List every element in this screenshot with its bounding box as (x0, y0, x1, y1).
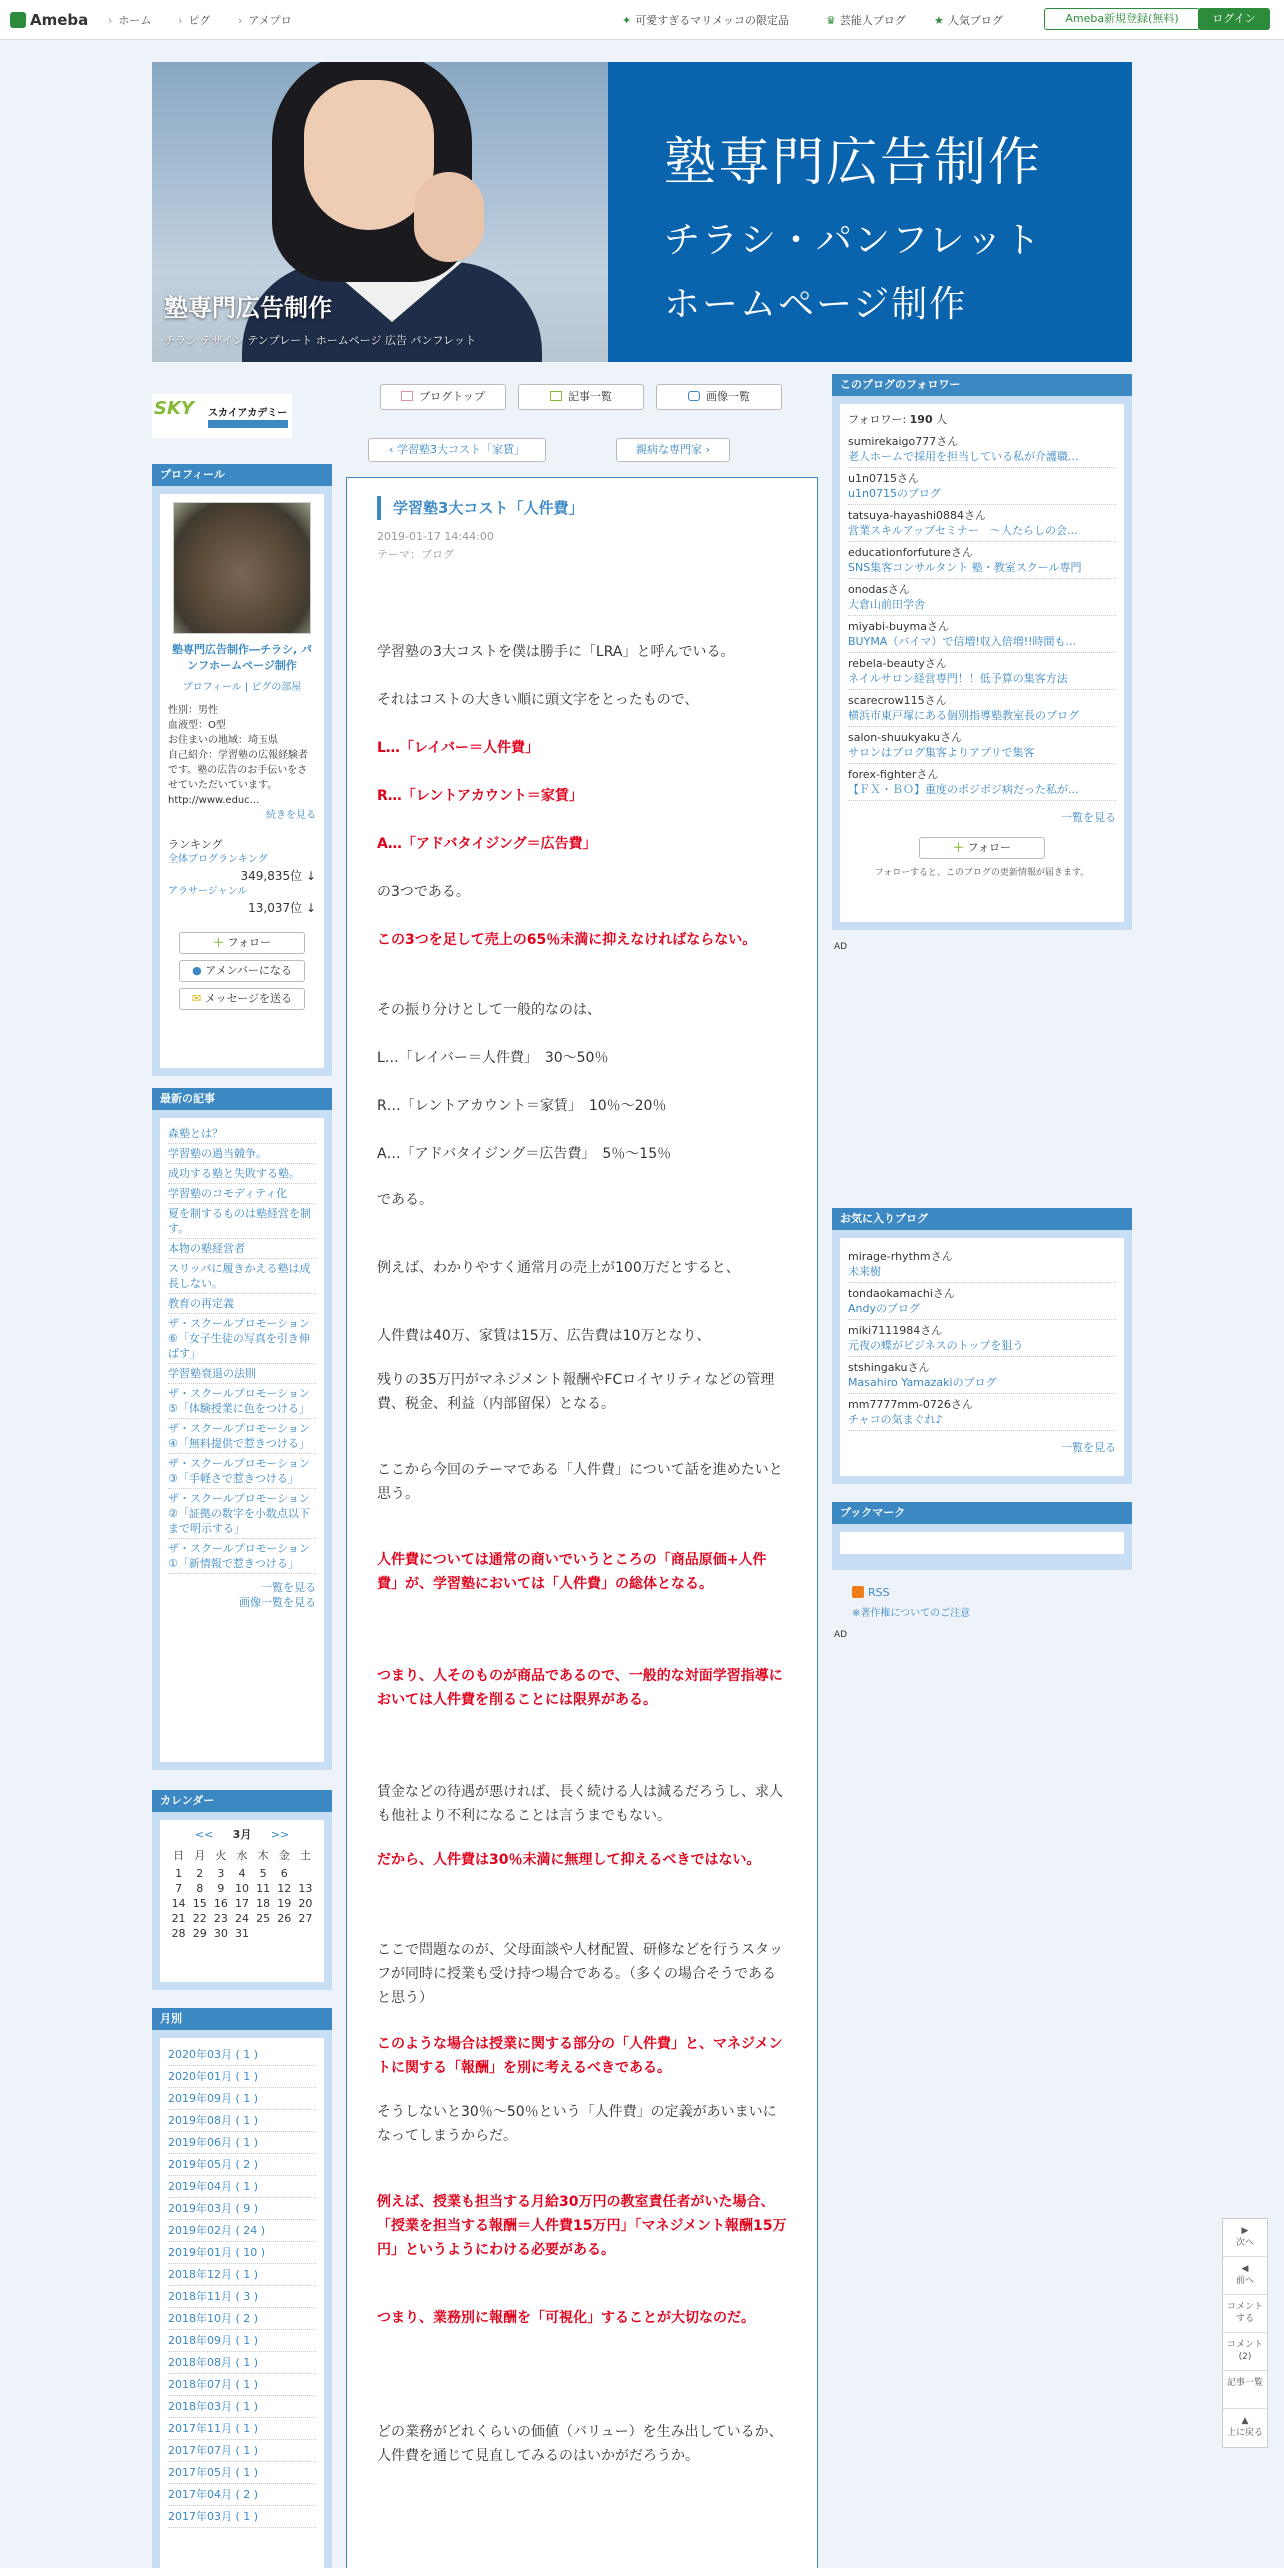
article-paragraph: そうしないと30％～50％という「人件費」の定義があいまいになってしまうからだ。 (377, 2104, 777, 2144)
amember-icon: ● (192, 964, 202, 977)
plus-icon: ＋ (213, 936, 225, 949)
follower-blog-link[interactable]: BUYMA（バイマ）で信増!収入倍増!!時間も... (848, 635, 1077, 648)
blog-description: チラシ デザイン テンプレート ホームページ 広告 パンフレット (164, 334, 476, 347)
monthly-archive-header: 月別 (152, 2008, 332, 2030)
favorite-blogs-list (848, 1246, 1116, 1431)
recent-entries-header: 最新の記事 (152, 1088, 332, 1110)
calendar-day (253, 1926, 274, 1941)
rss-icon (852, 1586, 864, 1598)
profile-widget (152, 464, 332, 1076)
academy-stripe (208, 420, 288, 428)
monthly-archive-link[interactable]: 2017年07月 ( 1 ) (168, 2440, 316, 2462)
ameba-logo[interactable] (10, 11, 88, 29)
photo-hand (414, 172, 484, 262)
monthly-archive-link[interactable]: 2018年12月 ( 1 ) (168, 2264, 316, 2286)
monthly-archive-link[interactable]: 2018年09月 ( 1 ) (168, 2330, 316, 2352)
academy-logo: SKY (154, 398, 194, 419)
monthly-archive-link[interactable]: 2017年03月 ( 1 ) (168, 2506, 316, 2528)
copyright-link[interactable]: ※著作権についてのご注意 (852, 1608, 971, 1619)
favorite-blog-item (848, 1246, 1116, 1283)
monthly-archive-link[interactable]: 2019年04月 ( 1 ) (168, 2176, 316, 2198)
article-paragraph: 残りの35万円がマネジメント報酬やFCロイヤリティなどの管理費、税金、利益（内部留保）となる。 (377, 1372, 775, 1412)
article-highlight: つまり、業務別に報酬を「可視化」することが大切なのだ。 (377, 2310, 755, 2326)
follower-item (848, 727, 1116, 764)
mail-icon: ✉ (191, 992, 202, 1005)
profile-name[interactable]: 塾専門広告制作―チラシ, パンフホームページ制作 (171, 643, 312, 672)
followers-list (848, 431, 1116, 801)
follow-button[interactable] (179, 932, 305, 954)
article-paragraph: の3つである。 (377, 884, 470, 900)
triangle-right-icon: ▶ (1241, 2226, 1249, 2236)
monthly-archive-link[interactable]: 2017年04月 ( 2 ) (168, 2484, 316, 2506)
calendar-day: 15 (192, 1897, 207, 1910)
ameba-logo-icon (10, 12, 26, 28)
monthly-archive-link[interactable]: 2018年11月 ( 3 ) (168, 2286, 316, 2308)
header-headline: 塾専門広告制作 (664, 133, 1043, 193)
star-icon: ✦ (622, 14, 632, 27)
article-paragraph: 例えば、わかりやすく通常月の売上が100万だとすると、 (377, 1260, 740, 1276)
recent-entry-link[interactable]: ザ・スクールプロモーション⑥「女子生徒の写真を引き伸ばす」 (168, 1314, 316, 1364)
calendar-prev[interactable]: << (194, 1828, 214, 1841)
calendar-day: 27 (298, 1912, 313, 1925)
calendar-weekday: 木 (257, 1849, 269, 1862)
follower-blog-link[interactable]: サロンはブログ集客よりアプリで集客 (848, 746, 1035, 759)
favorite-blog-blog-link[interactable]: Masahiro Yamazakiのブログ (848, 1376, 997, 1389)
article-paragraph: ここで問題なのが、父母面談や人材配置、研修などを行うスタッフが同時に授業も受け持つ場合である。（多くの場合そうであると思う） (377, 1942, 783, 2006)
triangle-up-icon: ▲ (1241, 2416, 1249, 2426)
next-entry-button[interactable]: 親病な専門家 › (616, 438, 730, 462)
nav-pigg[interactable]: › ピグ (178, 12, 210, 28)
article (346, 477, 818, 2568)
calendar-day: 4 (238, 1867, 246, 1880)
calendar-day: 29 (192, 1927, 207, 1940)
calendar-weekday: 月 (194, 1849, 206, 1862)
entry-list-float-button[interactable]: 記事一覧 (1223, 2371, 1267, 2409)
top-bar (0, 0, 1284, 40)
follow-button-label: フォロー (227, 936, 271, 949)
monthly-archive-link[interactable]: 2018年08月 ( 1 ) (168, 2352, 316, 2374)
calendar-day: 17 (234, 1897, 249, 1910)
floating-nav (1222, 2218, 1268, 2448)
favorite-blog-name[interactable]: tondaokamachiさん (848, 1287, 955, 1300)
monthly-archive-list (160, 2038, 324, 2568)
follower-blog-link[interactable]: ネイルサロン経営専門！！低予算の集客方法 (848, 672, 1068, 685)
recent-entry-link[interactable]: スリッパに履きかえる塾は成長しない。 (168, 1259, 316, 1294)
monthly-archive-link[interactable]: 2019年01月 ( 10 ) (168, 2242, 316, 2264)
calendar-weekday: 火 (215, 1849, 227, 1862)
calendar-day: 10 (234, 1882, 249, 1895)
article-paragraph: 学習塾の3大コストを僕は勝手に「LRA」と呼んでいる。 (377, 644, 735, 660)
favorite-blog-name[interactable]: stshingakuさん (848, 1361, 930, 1374)
favorites-more-link[interactable]: 一覧を見る (1061, 1441, 1116, 1454)
calendar-day: 20 (298, 1897, 313, 1910)
calendar-weekday: 水 (236, 1849, 248, 1862)
recent-entry-link[interactable]: 学習塾のコモディティ化 (168, 1184, 316, 1204)
favorite-blog-name[interactable]: mm7777mm-0726さん (848, 1398, 973, 1411)
favorite-blog-blog-link[interactable]: チャコの気まぐれ♪ (848, 1413, 943, 1426)
follower-name[interactable]: salon-shuukyakuさん (848, 731, 963, 744)
article-paragraph: A…「アドバタイジング＝広告費」 5％～15％ (377, 1146, 672, 1162)
calendar-widget (152, 1790, 332, 1990)
follower-count (848, 412, 1116, 427)
ad-label-2: AD (834, 1630, 848, 1640)
follow-button-right[interactable] (919, 837, 1045, 859)
follower-item (848, 431, 1116, 468)
follower-item (848, 690, 1116, 727)
celebrity-blog-link[interactable] (826, 12, 906, 28)
monthly-archive-link[interactable]: 2019年02月 ( 24 ) (168, 2220, 316, 2242)
document-icon (550, 391, 562, 401)
article-theme[interactable]: テーマ：ブログ (377, 548, 454, 561)
monthly-archive-link[interactable]: 2017年05月 ( 1 ) (168, 2462, 316, 2484)
profile-avatar[interactable] (173, 502, 311, 634)
monthly-archive-link[interactable]: 2019年03月 ( 9 ) (168, 2198, 316, 2220)
article-paragraph: L…「レイバー＝人件費」 30～50％ (377, 1050, 609, 1066)
recent-entry-link[interactable]: ザ・スクールプロモーション⑤「体験授業に色をつける」 (168, 1384, 316, 1419)
ranking-genre-value: 13,037位 ↓ (248, 901, 316, 915)
recent-images-link[interactable]: 画像一覧を見る (239, 1596, 316, 1609)
camera-icon (688, 391, 700, 401)
followers-header: このブログのフォロワー (832, 374, 1132, 396)
calendar-day: 21 (171, 1912, 186, 1925)
recent-more-link[interactable]: 一覧を見る (261, 1581, 316, 1594)
header-line-3: ホームページ制作 (664, 284, 968, 325)
follower-count-label: フォロワー: (848, 413, 907, 426)
monthly-archive-link[interactable]: 2019年05月 ( 2 ) (168, 2154, 316, 2176)
rss-label: RSS (868, 1586, 890, 1599)
nav-amepro[interactable]: › アメプロ (238, 12, 292, 28)
follower-item (848, 505, 1116, 542)
image-list-button[interactable] (656, 384, 782, 410)
amember-button-label: アメンバーになる (205, 964, 292, 977)
image-list-label: 画像一覧 (706, 390, 750, 403)
ranking-overall-value: 349,835位 ↓ (240, 869, 316, 883)
follower-name[interactable]: educationforfutureさん (848, 546, 973, 559)
follower-count-value: 190 (909, 413, 933, 426)
recent-entry-link[interactable]: 本物の塾経営者 (168, 1239, 316, 1259)
bookmark-widget (832, 1502, 1132, 1570)
blog-top-button[interactable] (380, 384, 506, 410)
profile-gender: 性別：男性 (168, 705, 218, 716)
star-icon: ★ (934, 14, 944, 27)
follower-blog-link[interactable]: 営業スキルアップセミナー ～人たらしの会... (848, 524, 1078, 537)
back-to-top-label: 上に戻る (1226, 2428, 1263, 2438)
calendar-day: 30 (213, 1927, 228, 1940)
article-highlight: R…「レントアカウント＝家賃」 (377, 788, 583, 804)
calendar-day: 16 (213, 1897, 228, 1910)
follow-button-right-label: フォロー (967, 841, 1011, 854)
plus-icon: ＋ (953, 841, 965, 854)
follower-item (848, 542, 1116, 579)
academy-name: スカイアカデミー (208, 408, 288, 419)
article-highlight: つまり、人そのものが商品であるので、一般的な対面学習指導においては人件費を削ることには限界がある。 (377, 1668, 783, 1708)
back-to-top-button[interactable] (1223, 2409, 1267, 2447)
follower-item (848, 653, 1116, 690)
article-title[interactable]: 学習塾3大コスト「人件費」 (377, 496, 583, 520)
calendar-day: 23 (213, 1912, 228, 1925)
profile-intro: 自己紹介：学習塾の広報経験者です。塾の広告のお手伝いをさせていただいています。 http://www.educ... (168, 750, 308, 806)
calendar-day (295, 1866, 316, 1881)
monthly-archive-link[interactable]: 2020年01月 ( 1 ) (168, 2066, 316, 2088)
monthly-archive-link[interactable]: 2018年10月 ( 2 ) (168, 2308, 316, 2330)
calendar-next[interactable]: >> (270, 1828, 290, 1841)
monthly-archive-link[interactable]: 2018年07月 ( 1 ) (168, 2374, 316, 2396)
article-paragraph: R…「レントアカウント＝家賃」 10％～20％ (377, 1098, 667, 1114)
favorite-blog-item (848, 1320, 1116, 1357)
article-highlight: 人件費については通常の商いでいうところの「商品原価+人件費」が、学習塾においては「人件費」の総体となる。 (377, 1552, 767, 1592)
profile-area: お住まいの地域：埼玉県 (168, 735, 278, 746)
follower-name[interactable]: scarecrow115さん (848, 694, 947, 707)
favorite-blog-name[interactable]: miki7111984さん (848, 1324, 943, 1337)
follower-blog-link[interactable]: 横浜市東戸塚にある個別指導塾教室長のブログ (848, 709, 1079, 722)
calendar-weekday: 土 (299, 1849, 311, 1862)
article-paragraph: 人件費は40万、家賃は15万、広告費は10万となり、 (377, 1328, 711, 1344)
article-highlight: だから、人件費は30％未満に無理して抑えるべきではない。 (377, 1852, 761, 1868)
header-line-2: チラシ・パンフレット (664, 220, 1043, 261)
favorite-blog-item (848, 1283, 1116, 1320)
triangle-left-icon: ◀ (1241, 2264, 1249, 2274)
favorite-blog-blog-link[interactable]: 未来樹 (848, 1265, 881, 1278)
amember-button[interactable] (179, 960, 305, 982)
followers-more-link[interactable]: 一覧を見る (1061, 811, 1116, 824)
favorite-blog-item (848, 1357, 1116, 1394)
calendar-day: 22 (192, 1912, 207, 1925)
favorite-blog-blog-link[interactable]: 元夜の蝶がビジネスのトップを狙う (848, 1339, 1024, 1352)
header-photo (152, 62, 608, 362)
popular-blog-link[interactable] (934, 12, 1003, 28)
calendar-day: 2 (196, 1867, 204, 1880)
ad-label: AD (834, 942, 848, 952)
next-entry-label: 親病な専門家 (636, 443, 703, 456)
monthly-archive-link[interactable]: 2019年06月 ( 1 ) (168, 2132, 316, 2154)
article-paragraph: ここから今回のテーマである「人件費」について話を進めたいと思う。 (377, 1462, 783, 1502)
calendar-day: 12 (277, 1882, 292, 1895)
celebrity-blog-label: 芸能人ブログ (839, 14, 906, 27)
calendar-day: 24 (234, 1912, 249, 1925)
calendar-day: 31 (234, 1927, 249, 1940)
calendar-month-nav (168, 1826, 316, 1842)
follower-item (848, 468, 1116, 505)
follower-blog-link[interactable]: 大倉山前田学舎 (848, 598, 925, 611)
monthly-archive-link[interactable]: 2019年09月 ( 1 ) (168, 2088, 316, 2110)
calendar-day: 25 (256, 1912, 271, 1925)
ranking-label: ランキング (168, 838, 223, 851)
favorite-blogs-widget (832, 1208, 1132, 1484)
header-text-panel (608, 62, 1132, 362)
follow-note: フォローすると、このブログの更新情報が届きます。 (874, 868, 1090, 878)
recent-entry-link[interactable]: ザ・スクールプロモーション①「新情報で惹きつける」 (168, 1539, 316, 1574)
follower-blog-link[interactable]: 老人ホームで採用を担当している私が介護職... (848, 450, 1079, 463)
article-highlight: このような場合は授業に関する部分の「人件費」と、マネジメントに関する「報酬」を別に考えるべきである。 (377, 2036, 783, 2076)
home-icon (401, 391, 413, 401)
academy-banner[interactable] (152, 394, 292, 438)
comment-button[interactable]: コメントする (1223, 2295, 1267, 2333)
follower-blog-link[interactable]: u1n0715のブログ (848, 487, 941, 500)
calendar-header: カレンダー (152, 1790, 332, 1812)
calendar-day: 7 (175, 1882, 183, 1895)
calendar-day: 18 (256, 1897, 271, 1910)
next-page-button[interactable] (1223, 2219, 1267, 2257)
monthly-archive-widget (152, 2008, 332, 2568)
recent-entry-link[interactable]: ザ・スクールプロモーション②「証拠の数字を小数点以下まで明示する」 (168, 1489, 316, 1539)
blog-header-banner[interactable] (152, 62, 1132, 362)
ranking-overall-link[interactable]: 全体ブログランキング (168, 854, 268, 865)
calendar-day (295, 1926, 316, 1941)
follower-name[interactable]: rebela-beautyさん (848, 657, 947, 670)
favorite-blog-blog-link[interactable]: Andyのブログ (848, 1302, 920, 1315)
calendar-day: 19 (277, 1897, 292, 1910)
calendar-grid (168, 1846, 316, 1941)
article-paragraph: である。 (377, 1192, 433, 1208)
article-highlight: A…「アドバタイジング＝広告費」 (377, 836, 597, 852)
calendar-day: 26 (277, 1912, 292, 1925)
login-button[interactable]: ログイン (1198, 8, 1270, 30)
register-button[interactable]: Ameba新規登録(無料) (1044, 8, 1200, 30)
monthly-archive-link[interactable]: 2018年03月 ( 1 ) (168, 2396, 316, 2418)
follower-count-unit: 人 (936, 413, 948, 426)
calendar-day: 6 (280, 1867, 288, 1880)
calendar-day: 13 (298, 1882, 313, 1895)
article-highlight: L…「レイバー＝人件費」 (377, 740, 539, 756)
comment-count-button[interactable]: コメント(2) (1223, 2333, 1267, 2371)
follower-item (848, 616, 1116, 653)
article-paragraph: 賃金などの待遇が悪ければ、長く続ける人は減るだろうし、求人も他社より不利になることは言うまでもない。 (377, 1784, 783, 1824)
calendar-day: 8 (196, 1882, 204, 1895)
rss-link[interactable] (852, 1586, 890, 1599)
message-button-label: メッセージを送る (204, 992, 293, 1005)
article-highlight: この3つを足して売上の65％未満に抑えなければならない。 (377, 932, 757, 948)
calendar-day: 5 (259, 1867, 267, 1880)
profile-links[interactable]: プロフィール | ピグの部屋 (182, 682, 302, 693)
calendar-weekday: 金 (278, 1849, 290, 1862)
follower-blog-link[interactable]: SNS集客コンサルタント 塾・教室スクール専門 (848, 561, 1082, 574)
calendar-day: 9 (217, 1882, 225, 1895)
blog-title[interactable]: 塾専門広告制作 (164, 294, 332, 322)
follower-name[interactable]: u1n0715さん (848, 472, 919, 485)
calendar-day: 3 (217, 1867, 225, 1880)
calendar-day (274, 1926, 295, 1941)
nav-home[interactable]: › ホーム (108, 12, 151, 28)
recent-entry-link[interactable]: 教育の再定義 (168, 1294, 316, 1314)
entry-list-button[interactable] (518, 384, 644, 410)
article-paragraph: その振り分けとして一般的なのは、 (377, 1002, 601, 1018)
monthly-archive-link[interactable]: 2019年08月 ( 1 ) (168, 2110, 316, 2132)
promo-link-label: 可愛すぎるマリメッコの限定品 (635, 14, 789, 27)
followers-widget (832, 374, 1132, 930)
calendar-month: 3月 (232, 1828, 252, 1841)
monthly-archive-link[interactable]: 2020年03月 ( 1 ) (168, 2044, 316, 2066)
follower-name[interactable]: tatsuya-hayashi0884さん (848, 509, 987, 522)
profile-blood: 血液型：O型 (168, 720, 226, 731)
prev-page-button[interactable] (1223, 2257, 1267, 2295)
calendar-day: 28 (171, 1927, 186, 1940)
message-button[interactable] (179, 988, 305, 1010)
ranking-genre-link[interactable]: アラサージャンル (168, 886, 248, 897)
calendar-weekday: 日 (173, 1849, 185, 1862)
recent-entry-link[interactable]: 夏を制するものは塾経営を制す。 (168, 1204, 316, 1239)
calendar-day: 14 (171, 1897, 186, 1910)
calendar-day: 1 (175, 1867, 183, 1880)
bookmark-header: ブックマーク (832, 1502, 1132, 1524)
promo-link[interactable] (622, 12, 789, 28)
logo-text: Ameba (30, 11, 89, 29)
follower-name[interactable]: onodasさん (848, 583, 910, 596)
monthly-archive-link[interactable]: 2017年11月 ( 1 ) (168, 2418, 316, 2440)
prev-entry-label: 学習塾3大コスト「家賃」 (396, 443, 525, 456)
entry-list-label: 記事一覧 (568, 390, 612, 403)
recent-entries-list (160, 1118, 324, 1762)
next-page-label: 次へ (1235, 2238, 1254, 2248)
calendar-day: 11 (256, 1882, 271, 1895)
article-paragraph: どの業務がどれくらいの価値（バリュー）を生み出しているか、人件費を通じて見直してみるのはいかがだろうか。 (377, 2424, 783, 2464)
recent-entry-link[interactable]: ザ・スクールプロモーション③「手軽さで惹きつける」 (168, 1454, 316, 1489)
blog-top-label: ブログトップ (419, 390, 485, 403)
recent-entry-link[interactable]: ザ・スクールプロモーション④「無料提供で惹きつける」 (168, 1419, 316, 1454)
favorite-blogs-header: お気に入りブログ (832, 1208, 1132, 1230)
follower-blog-link[interactable]: 【ＦＸ・ＢＯ】重度のポジポジ病だった私が... (848, 783, 1079, 796)
prev-page-label: 前へ (1235, 2276, 1254, 2286)
crown-icon: ♛ (826, 14, 836, 27)
article-date: 2019-01-17 14:44:00 (377, 530, 494, 543)
popular-blog-label: 人気ブログ (947, 14, 1003, 27)
profile-header: プロフィール (152, 464, 332, 486)
follower-item (848, 764, 1116, 801)
follower-name[interactable]: sumirekaigo777さん (848, 435, 959, 448)
recent-entry-link[interactable]: 森塾とは？ (168, 1124, 316, 1144)
article-highlight: 例えば、授業も担当する月給30万円の教室責任者がいた場合、「授業を担当する報酬＝人件費15万円」「マネジメント報酬15万円」というようにわける必要がある。 (377, 2194, 787, 2258)
recent-entry-link[interactable]: 学習塾の過当競争。 (168, 1144, 316, 1164)
profile-more-link[interactable]: 続きを見る (266, 810, 316, 821)
article-paragraph: それはコストの大きい順に頭文字をとったもので、 (377, 692, 699, 708)
favorite-blog-name[interactable]: mirage-rhythmさん (848, 1250, 953, 1263)
recent-entries-widget (152, 1088, 332, 1770)
follower-name[interactable]: forex-fighterさん (848, 768, 939, 781)
prev-entry-button[interactable]: ‹ 学習塾3大コスト「家賃」 (368, 438, 546, 462)
follower-name[interactable]: miyabi-buymaさん (848, 620, 949, 633)
recent-entry-link[interactable]: 学習塾衰退の法則 (168, 1364, 316, 1384)
recent-entry-link[interactable]: 成功する塾と失敗する塾。 (168, 1164, 316, 1184)
favorite-blog-item (848, 1394, 1116, 1431)
follower-item (848, 579, 1116, 616)
